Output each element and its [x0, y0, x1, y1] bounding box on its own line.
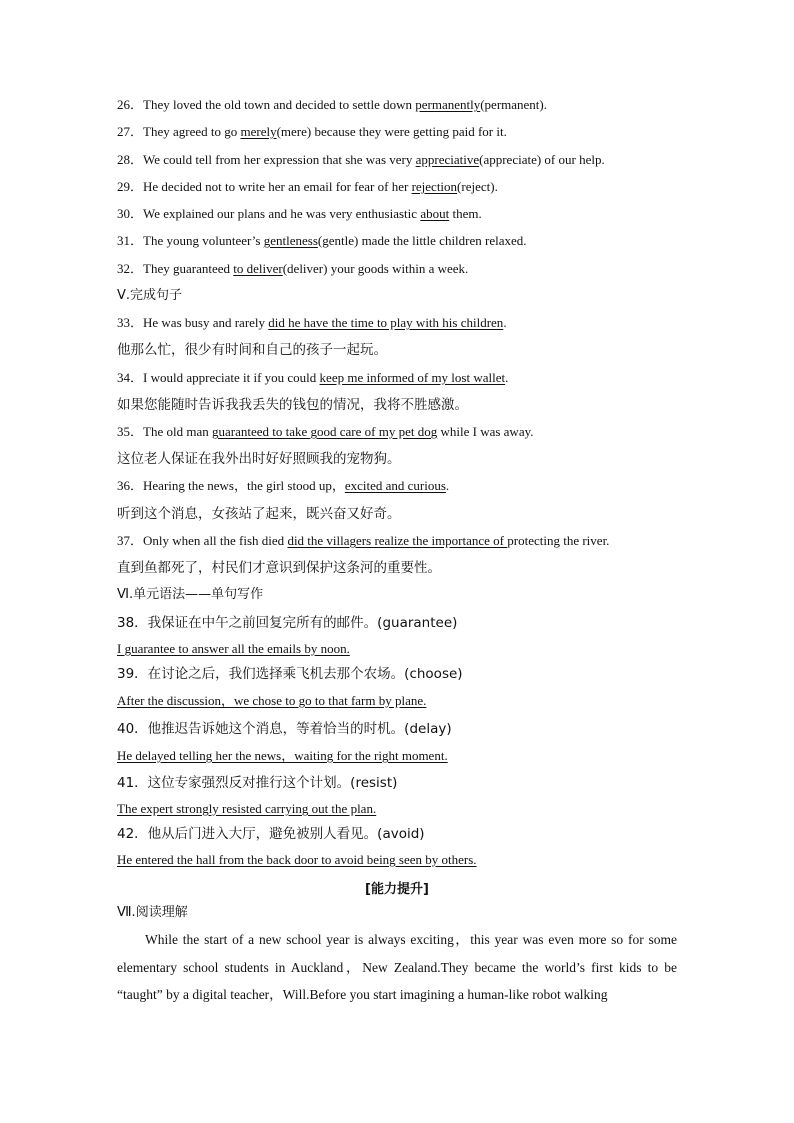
sentence-35: 35．The old man guaranteed to take good care of my pet dog while I was away. [117, 424, 534, 439]
item-31 [117, 233, 527, 249]
ability-heading: [能力提升] [365, 882, 429, 897]
item-answer: about [420, 206, 450, 221]
item-text-end: (permanent). [480, 97, 547, 112]
item-29 [117, 179, 498, 195]
sentence-35-translation: 这位老人保证在我外出时好好照顾我的宠物狗。 [117, 451, 401, 467]
writing-question-42: 42．他从后门进入大厅，避免被别人看见。(avoid) [117, 826, 425, 842]
item-text: We explained our plans and he was very enthusiastic [143, 206, 421, 221]
sentence-34-translation: 如果您能随时告诉我我丢失的钱包的情况，我将不胜感激。 [117, 397, 468, 413]
item-text-end: (reject). [457, 179, 498, 194]
writing-question-40: 40．他推迟告诉她这个消息，等着恰当的时机。(delay) [117, 721, 452, 737]
item-27 [117, 124, 507, 140]
item-30 [117, 206, 482, 222]
writing-question-38: 38．我保证在中午之前回复完所有的邮件。(guarantee) [117, 615, 458, 631]
item-answer: permanently [415, 97, 481, 112]
item-number: 28． [117, 152, 144, 167]
item-32 [117, 261, 468, 277]
item-number: 29． [117, 179, 144, 194]
item-text-end: (gentle) made the little children relaxed. [317, 233, 527, 248]
item-text: They guaranteed [143, 261, 234, 276]
sentence-37: 37．Only when all the fish died did the villagers realize the importance of protecting the river. [117, 533, 610, 548]
item-number: 32． [117, 261, 144, 276]
item-number: 26． [117, 97, 144, 112]
item-text: He decided not to write her an email for fear of her [143, 179, 412, 194]
item-answer: rejection [411, 179, 458, 194]
section-heading-6: Ⅵ.单元语法——单句写作 [117, 587, 264, 602]
writing-answer-41: The expert strongly resisted carrying out the plan. [117, 801, 377, 816]
sentence-33: 33．He was busy and rarely did he have the time to play with his children. [117, 315, 507, 330]
item-answer: appreciative [415, 152, 480, 167]
item-answer: to deliver [233, 261, 283, 276]
writing-answer-38: I guarantee to answer all the emails by noon. [117, 641, 350, 656]
item-number: 27． [117, 124, 144, 139]
item-text: They loved the old town and decided to settle down [143, 97, 416, 112]
item-text-end: (appreciate) of our help. [479, 152, 605, 167]
section-heading-7: Ⅶ.阅读理解 [117, 905, 188, 920]
item-text-end: (deliver) your goods within a week. [282, 261, 469, 276]
sentence-answer: guaranteed to take good care of my pet dog [211, 424, 438, 439]
sentence-34: 34．I would appreciate it if you could keep me informed of my lost wallet. [117, 370, 509, 385]
item-text-end: them. [449, 206, 482, 221]
sentence-37-translation: 直到鱼都死了，村民们才意识到保护这条河的重要性。 [117, 560, 441, 576]
item-28 [117, 152, 605, 168]
item-text: The young volunteer’s [143, 233, 264, 248]
sentence-33-translation: 他那么忙，很少有时间和自己的孩子一起玩。 [117, 342, 387, 358]
item-text: We could tell from her expression that she was very [143, 152, 416, 167]
item-26 [117, 97, 547, 113]
sentence-answer: did the villagers realize the importance of [287, 533, 508, 548]
writing-answer-39: After the discussion，we chose to go to that farm by plane. [117, 693, 427, 708]
item-answer: gentleness [263, 233, 318, 248]
item-number: 30． [117, 206, 144, 221]
reading-text: While the start of a new school year is always exciting，this year was even more so for some elementary school students in Auckland，New Zealand.They became the world’s first kids to be “taught” by a digital teacher，Will.Before you start imagining a human-like robot walking [117, 932, 677, 1002]
reading-passage [117, 926, 677, 1009]
section-heading-5: Ⅴ.完成句子 [117, 288, 183, 303]
sentence-answer: keep me informed of my lost wallet [319, 370, 506, 385]
item-text: They agreed to go [143, 124, 241, 139]
sentence-36: 36．Hearing the news，the girl stood up，excited and curious. [117, 478, 450, 493]
sentence-36-translation: 听到这个消息，女孩站了起来，既兴奋又好奇。 [117, 506, 401, 522]
writing-answer-42: He entered the hall from the back door to avoid being seen by others. [117, 852, 477, 867]
writing-question-41: 41．这位专家强烈反对推行这个计划。(resist) [117, 775, 398, 791]
sentence-answer: excited and curious [344, 478, 446, 493]
item-number: 31． [117, 233, 144, 248]
writing-question-39: 39．在讨论之后，我们选择乘飞机去那个农场。(choose) [117, 666, 463, 682]
item-answer: merely [240, 124, 277, 139]
writing-answer-40: He delayed telling her the news，waiting for the right moment. [117, 748, 448, 763]
item-text-end: (mere) because they were getting paid for it. [276, 124, 507, 139]
sentence-answer: did he have the time to play with his children [268, 315, 504, 330]
